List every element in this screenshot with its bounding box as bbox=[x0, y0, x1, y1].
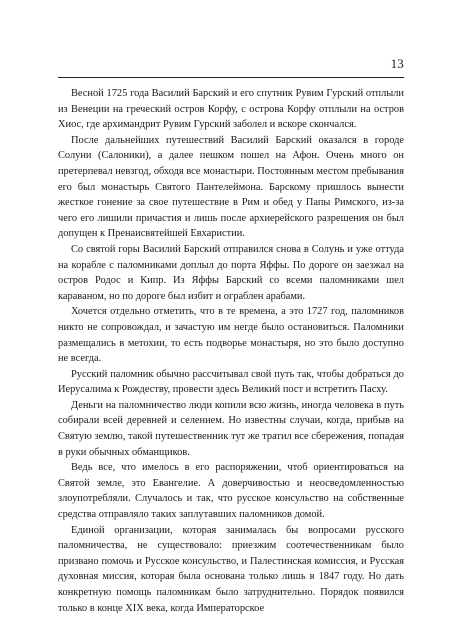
paragraph: Единой организации, которая занималась бы вопросами русского паломничества, не существовало: приезжим соотечественникам было призвано помочь и Русское консульство, и Палестинская комиссия, и Русская духовная миссия, которая была основана только лишь в 1847 году. Но дать конкретную помощь паломникам было затруднительно. Порядок появился только в конце XIX века, когда Императорское bbox=[58, 524, 404, 614]
page-number: 13 bbox=[390, 56, 404, 71]
paragraph: Весной 1725 года Василий Барский и его спутник Рувим Гурский отплыли из Венеции на греческий остров Корфу, с острова Корфу отплыли на остров Хиос, где архимандрит Рувим Гурский заболел и вскоре скончался. bbox=[58, 88, 404, 131]
paragraph: Ведь все, что имелось в его распоряжении, чтоб ориентироваться на Святой земле, это Евангелие. А доверчивостью и неосведомленностью злоупотребляли. Случалось и так, что русское консульство на собственные средства отправляло таких заплутавших паломников домой. bbox=[58, 462, 404, 521]
paragraph: Хочется отдельно отметить, что в те времена, а это 1727 год, паломников никто не сопровождал, и зачастую им негде было остановиться. Паломники размещались в метохии, то есть подворье монастыря, но это было доступно не всегда. bbox=[58, 306, 404, 365]
paragraph: Со святой горы Василий Барский отправился снова в Солунь и уже оттуда на корабле с паломниками доплыл до порта Яффы. По дороге он заезжал на остров Родос и Кипр. Из Яффы Барский со всеми паломниками шел караваном, но по дороге был избит и ограблен арабами. bbox=[58, 243, 404, 302]
body-text bbox=[58, 86, 404, 616]
paragraph: Русский паломник обычно рассчитывал свой путь так, чтобы добраться до Иерусалима к Рождеству, провести здесь Великий пост и встретить Пасху. bbox=[58, 368, 404, 396]
paragraph: Деньги на паломничество люди копили всю жизнь, иногда человека в путь собирали всей деревней и селением. Но известны случаи, когда, прибыв на Святую землю, такой путешественник тут же тратил все сбережения, попадая в руки обычных обманщиков. bbox=[58, 399, 404, 458]
header-rule bbox=[58, 77, 404, 78]
paragraph: После дальнейших путешествий Василий Барский оказался в городе Солуни (Салоники), а далее пешком пошел на Афон. Очень много он претерпевал невзгод, обходя все монастыри. Постоянным местом пребывания его был монастырь Святого Пантелеймона. Барскому пришлось вынести жесткое гонение за свое путешествие в Рим и обед у Папы Римского, из-за чего его лишили причастия и лишь после архиерейского разрешения он был допущен к Пренаисвятейшей Евхаристии. bbox=[58, 134, 404, 240]
